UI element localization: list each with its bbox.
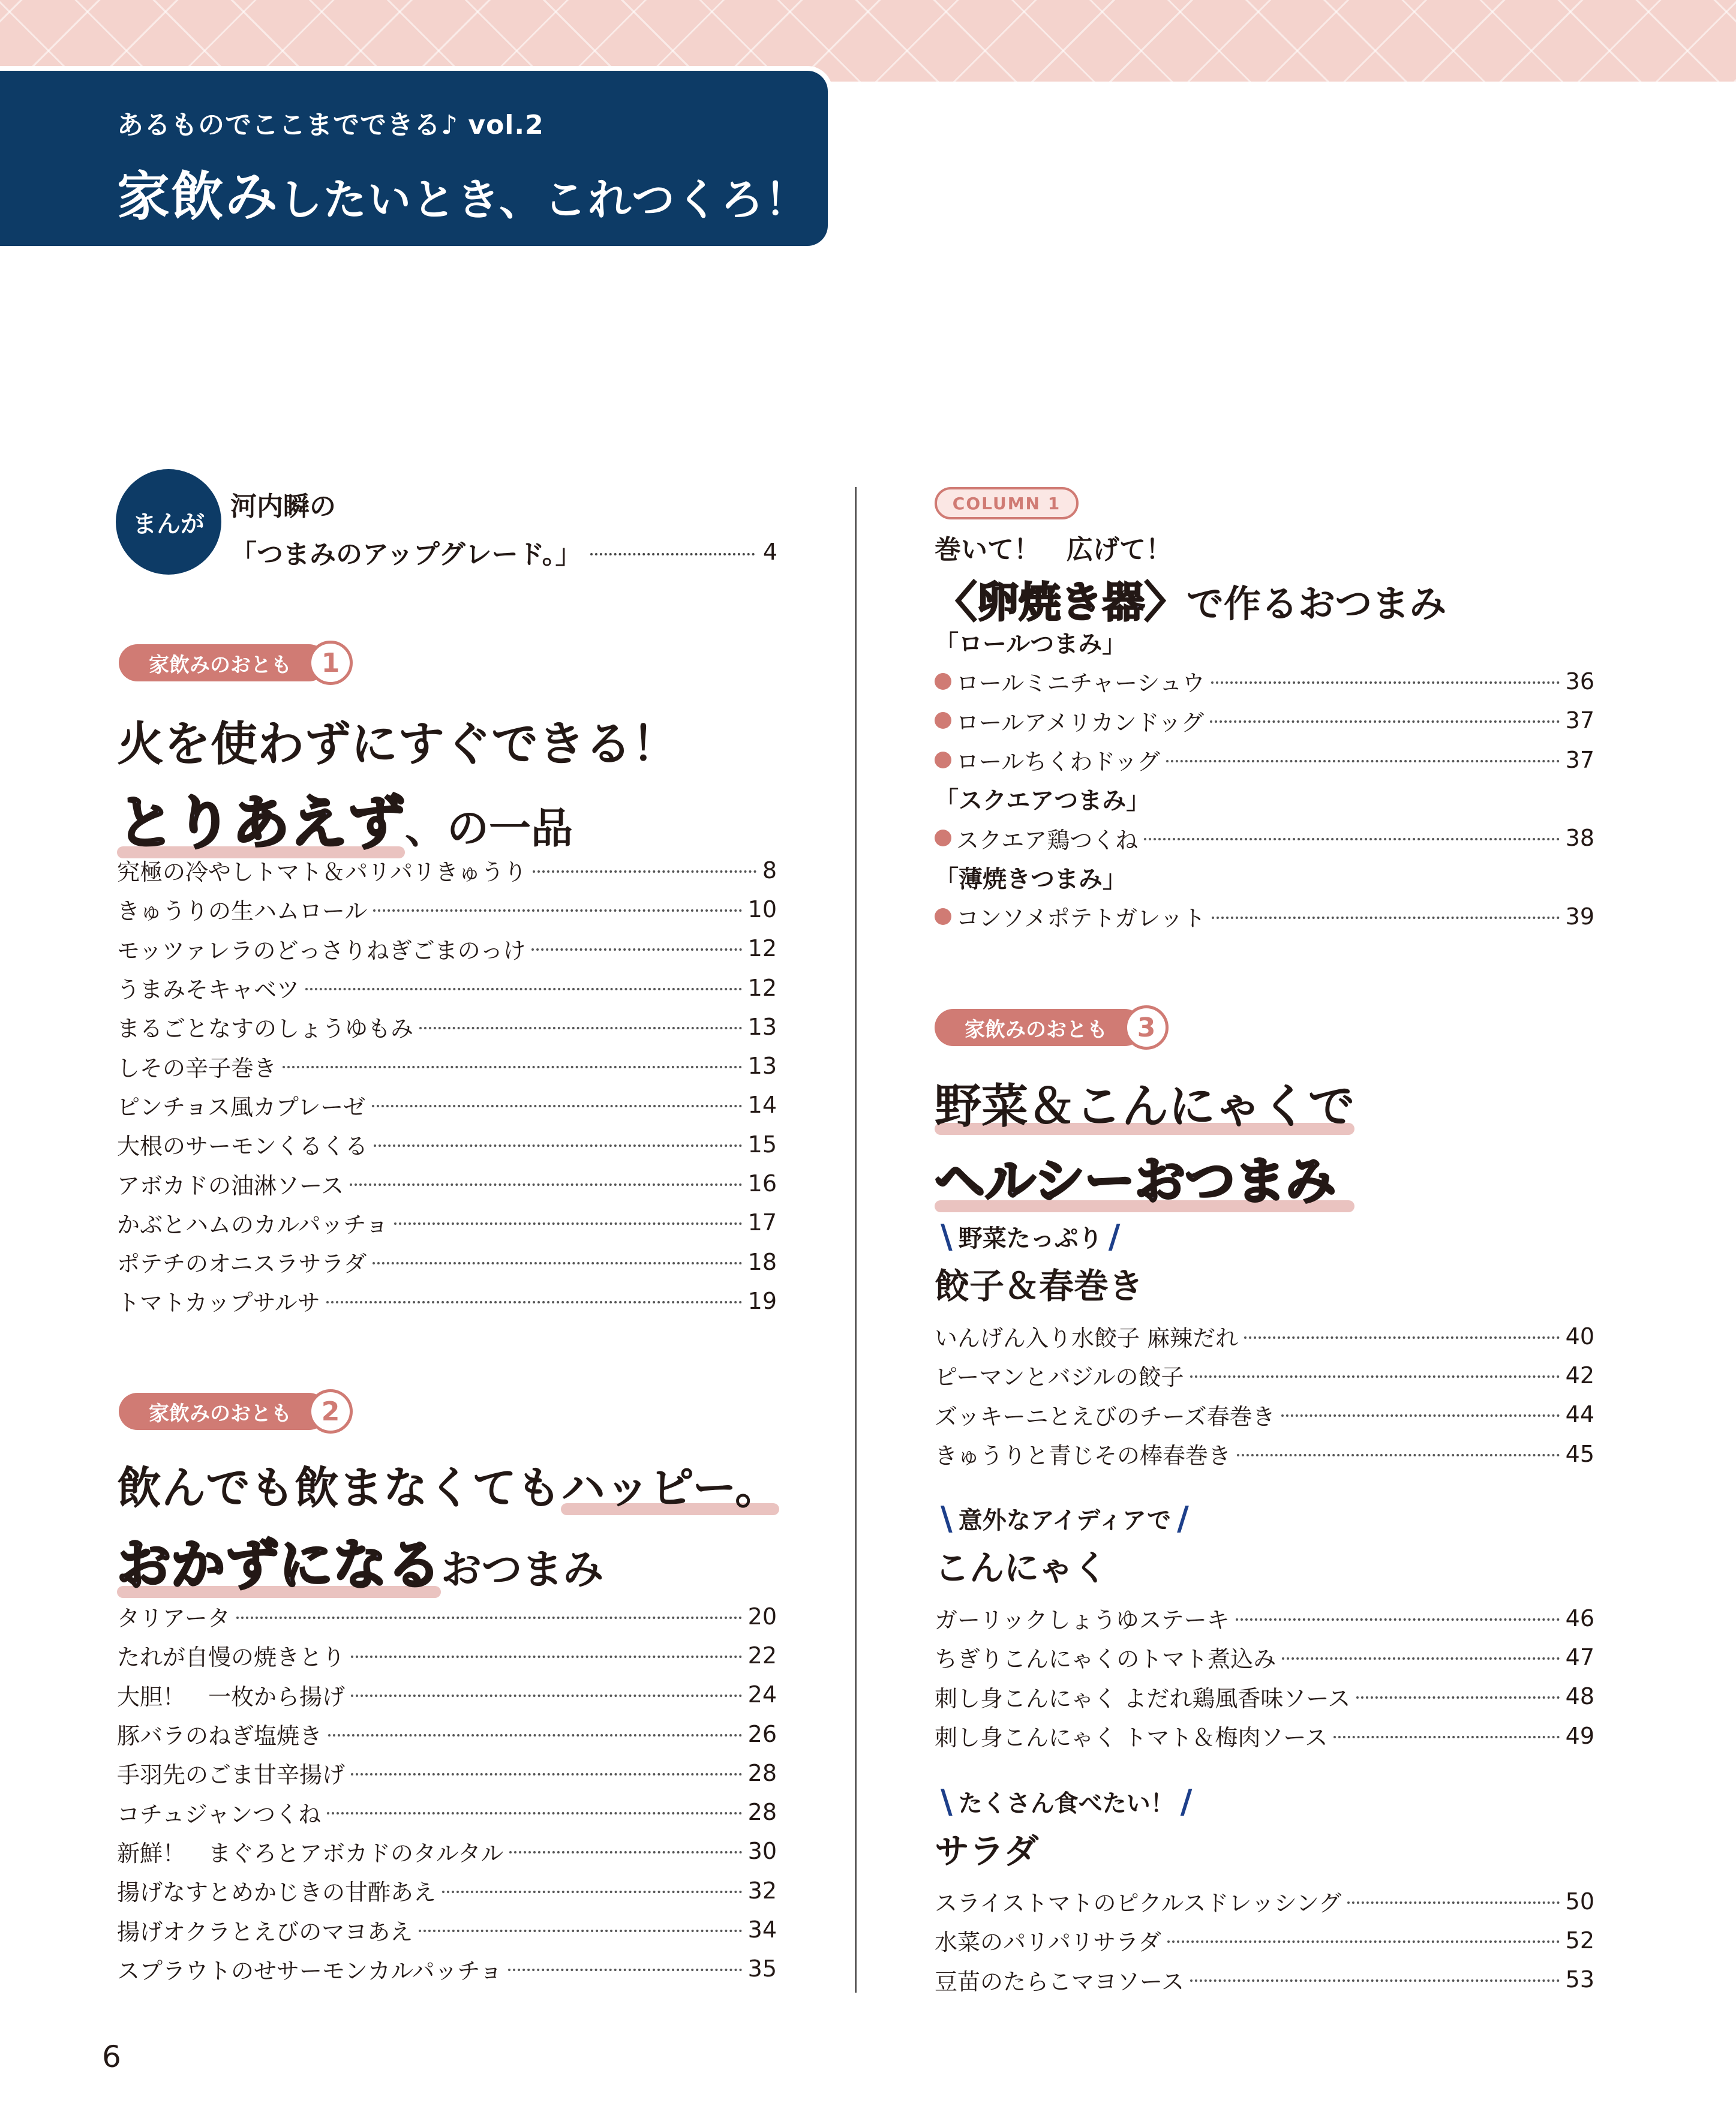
group-entry-list [935, 1882, 1594, 1999]
entry-title: モッツァレラのどっさりねぎごまのっけ [117, 937, 526, 964]
page-number: 6 [102, 2039, 121, 2074]
entry-title: スプラウトのせサーモンカルパッチョ [117, 1957, 503, 1984]
entry-title: アボカドの油淋ソース [117, 1172, 344, 1199]
page-ref: 44 [1565, 1401, 1594, 1428]
page-ref: 50 [1565, 1888, 1594, 1915]
page-ref: 12 [747, 935, 777, 962]
section3-group-gyoza [935, 1218, 1594, 1473]
section3-title-line1: 野菜＆こんにゃくで [935, 1069, 1354, 1136]
slash-icon: \ [941, 1218, 953, 1255]
page-ref: 38 [1565, 825, 1594, 852]
page-ref: 53 [1565, 1966, 1594, 1993]
toc-entry[interactable] [117, 1714, 777, 1753]
entry-title: 大胆！ 一枚から揚げ [117, 1683, 346, 1710]
section2-title-line2a: おかずになる [117, 1521, 441, 1599]
group-name: こんにゃく [935, 1548, 1108, 1588]
group-tag [935, 1218, 1594, 1255]
page-ref: 34 [747, 1916, 777, 1943]
toc-entry[interactable] [935, 1921, 1594, 1960]
entry-title: スクエア鶏つくね [956, 827, 1139, 854]
section2-title-line1b: ハッピー。 [561, 1453, 779, 1516]
dot-leader [351, 1656, 742, 1658]
dot-leader [442, 1891, 742, 1893]
entry-title: ロールアメリカンドッグ [956, 709, 1205, 736]
dot-leader [533, 870, 756, 873]
page-ref: 24 [747, 1681, 777, 1708]
dot-leader [1167, 1940, 1560, 1943]
toc-entry[interactable] [117, 1164, 777, 1203]
entry-title: 刺し身こんにゃく よだれ鶏風香味ソース [935, 1685, 1351, 1712]
page-ref: 42 [1565, 1362, 1594, 1389]
toc-entry[interactable] [935, 818, 1594, 857]
dot-leader [1281, 1414, 1560, 1417]
toc-entry[interactable] [117, 1242, 777, 1281]
dot-leader [419, 1027, 742, 1029]
page-ref: 45 [1565, 1440, 1594, 1467]
page-ref: 32 [747, 1877, 777, 1904]
page-ref: 47 [1565, 1644, 1594, 1671]
dot-leader [328, 1734, 742, 1737]
dot-leader [531, 948, 741, 951]
dot-leader [1190, 1979, 1560, 1982]
page-ref: 14 [747, 1092, 777, 1119]
dot-leader [1190, 1375, 1560, 1378]
toc-entry[interactable] [117, 1086, 777, 1125]
toc-entry[interactable] [935, 1677, 1594, 1716]
toc-entry[interactable] [935, 662, 1594, 701]
dot-leader [326, 1301, 742, 1303]
group-tag-text: 野菜たっぷり [958, 1225, 1103, 1252]
toc-entry[interactable] [117, 1910, 777, 1949]
dot-leader [508, 1969, 741, 1971]
manga-title-line1: 河内瞬の [230, 491, 336, 522]
group-name: サラダ [935, 1831, 1039, 1871]
dot-leader [394, 1222, 741, 1225]
page-ref: 17 [747, 1209, 777, 1236]
dot-leader [350, 1183, 742, 1186]
toc-entry[interactable] [117, 1871, 777, 1910]
page-ref: 18 [747, 1248, 777, 1275]
dot-leader [1211, 681, 1560, 684]
toc-entry[interactable] [117, 1753, 777, 1792]
toc-entry[interactable] [117, 968, 777, 1007]
entry-title: いんげん入り水餃子 麻辣だれ [935, 1325, 1239, 1352]
dot-leader [1236, 1618, 1560, 1621]
toc-entry[interactable] [117, 1675, 777, 1714]
section3-badge-number: 3 [1124, 1005, 1169, 1050]
entry-title: かぶとハムのカルパッチョ [117, 1211, 389, 1238]
dot-leader [373, 1262, 742, 1264]
section1-title-line2b: 、の一品 [405, 804, 573, 853]
toc-entry[interactable] [117, 1636, 777, 1675]
dot-leader [509, 1851, 741, 1853]
toc-entry[interactable] [935, 701, 1594, 740]
column1-title-a: 〈卵焼き器〉 [935, 578, 1187, 627]
entry-title: 豚バラのねぎ塩焼き [117, 1723, 323, 1750]
dot-leader [373, 909, 741, 912]
section3-badge [935, 1007, 1169, 1049]
entry-title: タリアータ [117, 1605, 230, 1632]
group-name: 餃子＆春巻き [935, 1266, 1144, 1306]
dot-leader [590, 553, 755, 555]
page-ref: 16 [747, 1170, 777, 1197]
manga-badge: まんが [116, 469, 221, 575]
toc-entry[interactable] [117, 929, 777, 968]
page-ref: 52 [1565, 1927, 1594, 1954]
group-tag [935, 1783, 1594, 1820]
toc-entry[interactable] [935, 1356, 1594, 1395]
slash-icon: / [1108, 1218, 1121, 1255]
dot-leader [1166, 760, 1560, 762]
section1-title-line1: 火を使わずにすぐできる！ [117, 717, 679, 771]
entry-title: きゅうりの生ハムロール [117, 898, 368, 925]
column1-entry-list [935, 623, 1594, 936]
entry-title: コンソメポテトガレット [956, 905, 1206, 932]
toc-entry[interactable] [935, 740, 1594, 779]
page-ref: 15 [747, 1131, 777, 1158]
page-ref: 36 [1565, 668, 1594, 695]
page-ref: 37 [1565, 707, 1594, 734]
entry-title: ズッキーニとえびのチーズ春巻き [935, 1403, 1275, 1430]
entry-title: 豆苗のたらこマヨソース [935, 1968, 1185, 1995]
dot-leader [1212, 917, 1560, 919]
page-ref: 22 [747, 1642, 777, 1669]
page-ref: 48 [1565, 1683, 1594, 1710]
entry-title: うまみそキャベツ [117, 977, 300, 1004]
column1-title-b: で作るおつまみ [1187, 582, 1447, 626]
section3-badge-label: 家飲みのおとも [935, 1009, 1143, 1046]
toc-entry[interactable] [117, 1832, 777, 1871]
entry-title: ポテチのオニスラサラダ [117, 1251, 367, 1278]
bullet-icon [935, 908, 951, 925]
section3-group-salad [935, 1783, 1594, 1999]
section2-title [117, 1453, 779, 1599]
toc-entry[interactable] [935, 1434, 1594, 1473]
group-entry-list [935, 1317, 1594, 1473]
entry-title: たれが自慢の焼きとり [117, 1644, 346, 1671]
column1-title [935, 569, 1446, 629]
section3-title [935, 1069, 1354, 1213]
group-entry-list [935, 1599, 1594, 1755]
dot-leader [1244, 1336, 1560, 1339]
page-ref: 39 [1565, 903, 1594, 930]
bullet-icon [935, 673, 951, 690]
entry-title: きゅうりと青じその棒春巻き [935, 1443, 1232, 1470]
section2-badge-label: 家飲みのおとも [119, 1393, 328, 1430]
page-ref: 26 [747, 1720, 777, 1747]
toc-entry[interactable] [117, 1949, 777, 1988]
manga-entry[interactable] [230, 533, 777, 571]
column-divider [855, 487, 857, 1993]
header-title-a: 家飲み [117, 166, 280, 227]
page-ref: 46 [1565, 1605, 1594, 1632]
toc-entry[interactable] [117, 1007, 777, 1046]
column1-label: COLUMN 1 [935, 487, 1079, 519]
dot-leader [374, 1144, 742, 1147]
toc-entry[interactable] [117, 890, 777, 929]
entry-title: ちぎりこんにゃくのトマト煮込み [935, 1646, 1277, 1673]
page-ref: 35 [747, 1955, 777, 1982]
toc-entry[interactable] [935, 897, 1594, 936]
bullet-icon [935, 830, 951, 846]
slash-icon: \ [941, 1783, 953, 1820]
bullet-icon [935, 752, 951, 768]
header-title-b: したいとき、これつくろ！ [279, 175, 809, 225]
toc-entry[interactable] [935, 1882, 1594, 1921]
entry-title: トマトカップサルサ [117, 1290, 320, 1317]
dot-leader [283, 1066, 742, 1068]
toc-entry[interactable] [935, 1638, 1594, 1677]
group-tag [935, 1500, 1594, 1537]
entry-title: ピンチョス風カプレーゼ [117, 1093, 366, 1120]
column1-subtitle: 巻いて！ 広げて！ [935, 534, 1172, 565]
entry-title: コチュジャンつくね [117, 1801, 322, 1828]
slash-icon: \ [941, 1500, 953, 1537]
manga-title-line2: 「つまみのアップグレード。」 [230, 539, 582, 570]
toc-entry[interactable] [935, 1716, 1594, 1755]
page-ref: 13 [747, 1013, 777, 1040]
entry-title: 新鮮！ まぐろとアボカドのタルタル [117, 1840, 504, 1867]
entry-title: ロールミニチャーシュウ [956, 670, 1205, 697]
entry-title: ピーマンとバジルの餃子 [935, 1364, 1184, 1391]
toc-entry[interactable] [117, 851, 777, 890]
dot-leader [1210, 720, 1560, 723]
section2-entry-list [117, 1597, 777, 1988]
dot-leader [1237, 1454, 1560, 1456]
entry-title: 究極の冷やしトマト＆パリパリきゅうり [117, 859, 527, 886]
entry-title: しその辛子巻き [117, 1055, 277, 1081]
dot-leader [1144, 838, 1559, 840]
top-decorative-pattern [0, 0, 1736, 82]
section2-title-line1a: 飲んでも飲まなくても [117, 1462, 561, 1514]
dot-leader [419, 1930, 741, 1932]
section1-badge [119, 642, 353, 684]
section2-badge-number: 2 [308, 1389, 353, 1434]
page-ref: 8 [762, 857, 777, 884]
page-ref: 13 [747, 1053, 777, 1080]
section1-title [117, 707, 678, 860]
entry-title: まるごとなすのしょうゆもみ [117, 1016, 414, 1043]
column-subhead: 「ロールつまみ」 [935, 630, 1127, 659]
toc-entry[interactable] [935, 1599, 1594, 1638]
column-subhead: 「薄焼きつまみ」 [935, 865, 1127, 893]
section2-badge [119, 1390, 353, 1432]
header-title [117, 155, 809, 230]
bullet-icon [935, 712, 951, 729]
section1-entry-list [117, 851, 777, 1321]
toc-entry[interactable] [117, 1597, 777, 1636]
toc-entry[interactable] [117, 1792, 777, 1831]
toc-entry[interactable] [117, 1125, 777, 1164]
toc-entry[interactable] [935, 1317, 1594, 1356]
column-subhead: 「スクエアつまみ」 [935, 787, 1151, 815]
dot-leader [305, 988, 742, 990]
page-ref: 28 [747, 1759, 777, 1786]
page-ref: 37 [1565, 746, 1594, 773]
header-subtitle: あるものでここまでできる♪ vol.2 [117, 110, 544, 140]
dot-leader [1333, 1736, 1559, 1738]
page-ref: 12 [747, 974, 777, 1001]
page-ref: 19 [747, 1287, 777, 1314]
page-ref: 49 [1565, 1722, 1594, 1749]
entry-title: 揚げなすとめかじきの甘酢あえ [117, 1879, 437, 1906]
entry-title: 手羽先のごま甘辛揚げ [117, 1762, 346, 1789]
page-ref: 10 [747, 896, 777, 923]
page-ref: 4 [762, 539, 777, 565]
dot-leader [351, 1695, 742, 1697]
dot-leader [236, 1617, 742, 1619]
section3-title-line2: ヘルシーおつまみ [935, 1141, 1354, 1213]
entry-title: スライストマトのピクルスドレッシング [935, 1890, 1342, 1917]
entry-title: ガーリックしょうゆステーキ [935, 1607, 1230, 1634]
section3-group-konnyaku [935, 1500, 1594, 1755]
slash-icon: / [1180, 1783, 1193, 1820]
entry-title: 刺し身こんにゃく トマト＆梅肉ソース [935, 1725, 1328, 1752]
group-tag-text: たくさん食べたい！ [958, 1790, 1175, 1817]
page-ref: 28 [747, 1799, 777, 1826]
group-tag-text: 意外なアイディアで [958, 1507, 1172, 1534]
dot-leader [372, 1105, 742, 1107]
entry-title: 揚げオクラとえびのマヨあえ [117, 1918, 413, 1945]
dot-leader [1347, 1901, 1560, 1904]
section1-badge-number: 1 [308, 641, 353, 685]
dot-leader [327, 1812, 742, 1814]
dot-leader [1356, 1696, 1559, 1699]
page-ref: 40 [1565, 1323, 1594, 1350]
toc-entry[interactable] [935, 1960, 1594, 1999]
toc-entry[interactable] [117, 1281, 777, 1320]
dot-leader [1282, 1657, 1559, 1660]
dot-leader [351, 1773, 742, 1775]
page-ref: 20 [747, 1603, 777, 1630]
toc-entry[interactable] [935, 1395, 1594, 1434]
slash-icon: / [1177, 1500, 1189, 1537]
entry-title: 大根のサーモンくるくる [117, 1133, 368, 1160]
entry-title: ロールちくわドッグ [956, 749, 1160, 776]
section1-title-line2a: とりあえず [117, 777, 405, 860]
section2-title-line2b: おつまみ [441, 1546, 604, 1594]
toc-entry[interactable] [117, 1046, 777, 1085]
section1-badge-label: 家飲みのおとも [119, 644, 328, 681]
entry-title: 水菜のパリパリサラダ [935, 1929, 1161, 1956]
page-ref: 30 [747, 1838, 777, 1865]
toc-entry[interactable] [117, 1203, 777, 1242]
